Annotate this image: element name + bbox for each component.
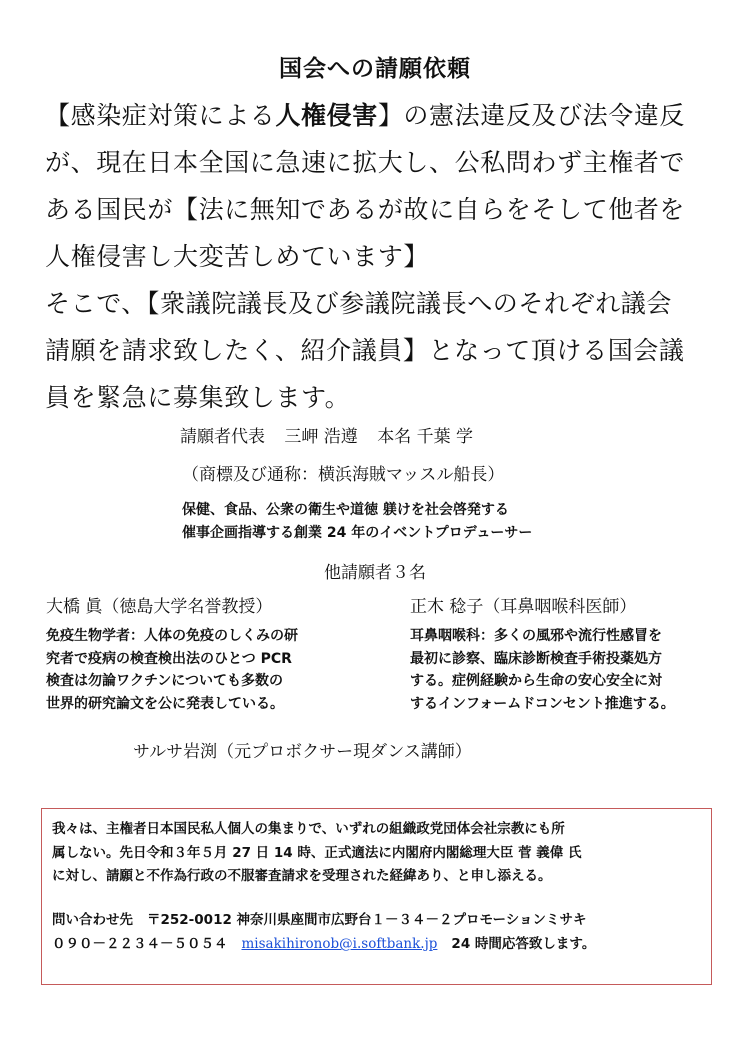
lead-line-1-emphasis: 人権侵害 (275, 101, 378, 130)
bio-line: 究者で疫病の検査検出法のひとつ PCR (46, 650, 292, 667)
representative-trademark: （商標及び通称：横浜海賊マッスル船長） (182, 465, 505, 485)
bio-line: するインフォームドコンセント推進する。 (410, 695, 675, 712)
representative-label: 請願者代表 (180, 427, 265, 447)
lead-line-4: 人権侵害し大変苦しめています】 (45, 242, 430, 271)
notice-line-1: 我々は、主権者日本国民私人個人の集まりで、いずれの組織政党団体会社宗教にも所 (52, 821, 565, 837)
lead-line-1 (45, 92, 715, 139)
other-petitioners-label: 他請願者３名 (324, 563, 426, 583)
contact-label: 問い合わせ先 (52, 912, 133, 928)
contact-address-line (52, 908, 707, 932)
contact-address: 〒252-0012 神奈川県座間市広野台１－３４－２プロモーションミサキ (147, 912, 587, 928)
notice-text (52, 818, 707, 889)
contact-hours: 24 時間応答致します。 (451, 936, 596, 952)
petitioner-name-ohashi: 大橋 眞（徳島大学名誉教授） (46, 597, 273, 617)
bio-line: 免疫生物学者：人体の免疫のしくみの研 (46, 628, 298, 644)
lead-line-6: 請願を請求致したく、紹介議員】となって頂ける国会議 (45, 336, 685, 365)
lead-line-1-b: 】の憲法違反及び法令違反 (377, 101, 686, 130)
petitioner-bio-ohashi (46, 625, 386, 715)
bio-line: する。症例経験から生命の安心安全に対 (410, 673, 662, 689)
contact-phone-line (52, 932, 707, 956)
lead-line-7: 員を緊急に募集致します。 (45, 383, 351, 412)
contact-info (52, 908, 707, 956)
page-title: 国会への請願依頼 (279, 56, 471, 82)
lead-line-3: ある国民が【法に無知であるが故に自らをそして他者を (45, 195, 686, 224)
representative-name: 三岬 浩遵 (284, 427, 358, 447)
bio-line: 最初に診察、臨床診断検査手術投薬処方 (410, 650, 662, 667)
bio-line: 世界的研究論文を公に発表している。 (46, 695, 284, 712)
representative-bio (182, 499, 642, 545)
representative-line (180, 422, 487, 447)
petitioner-name-salsa: サルサ岩渕（元プロボクサー現ダンス講師） (133, 742, 472, 762)
notice-line-2: 属しない。先日令和３年５月 27 日 14 時、正式適法に内閣府内閣総理大臣 菅 義偉 氏 (52, 844, 582, 861)
petitioner-bio-masaki (410, 625, 720, 715)
petitioner-name-masaki: 正木 稔子（耳鼻咽喉科医師） (410, 597, 637, 617)
lead-line-2: が、現在日本全国に急速に拡大し、公私問わず主権者で (45, 148, 686, 177)
lead-statement (45, 92, 715, 421)
lead-line-5: そこで、【衆議院議長及び参議院議長へのそれぞれ議会 (45, 289, 673, 318)
contact-email-link[interactable]: misakihironob@i.softbank.jp (241, 936, 438, 952)
representative-bio-line-2: 催事企画指導する創業 24 年のイベントプロデューサー (182, 525, 533, 541)
lead-line-1-a: 【感染症対策による (45, 101, 276, 130)
contact-phone: ０９０－２２３４－５０５４ (52, 936, 228, 952)
representative-bio-line-1: 保健、食品、公衆の衛生や道徳 躾けを社会啓発する (182, 502, 509, 518)
bio-line: 検査は勿論ワクチンについても多数の (46, 673, 284, 689)
representative-real-name: 本名 千葉 学 (377, 427, 474, 447)
bio-line: 耳鼻咽喉科：多くの風邪や流行性感冒を (410, 628, 662, 644)
notice-line-3: に対し、請願と不作為行政の不服審査請求を受理された経緯あり、と申し添える。 (52, 868, 552, 884)
